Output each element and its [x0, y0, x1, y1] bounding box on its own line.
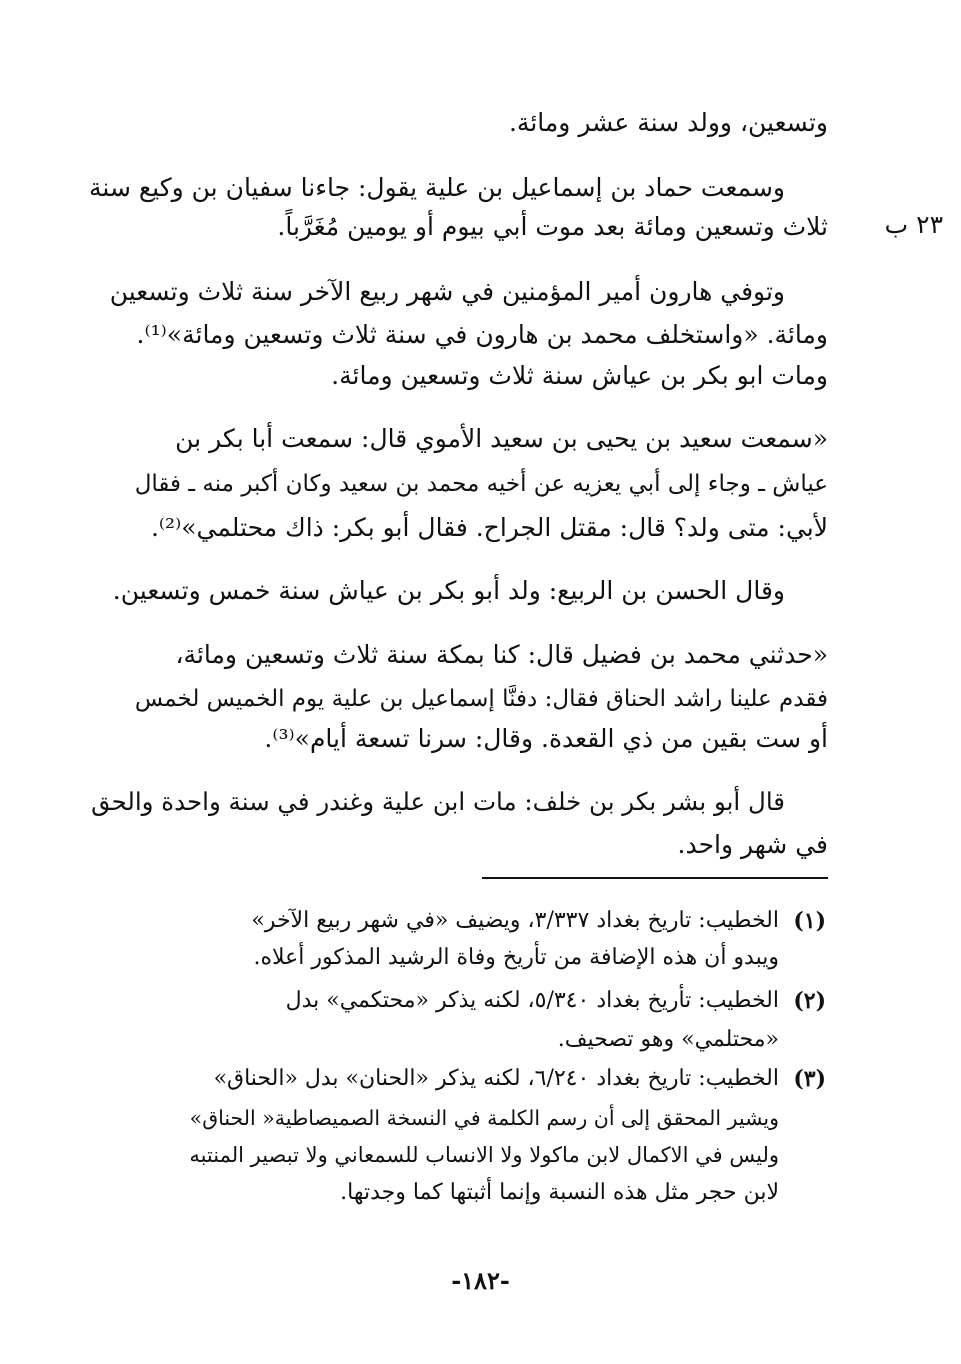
- footnote-line: وليس في الاكمال لابن ماكولا ولا الانساب للسمعاني ولا تبصير المنتبه: [189, 1143, 779, 1167]
- body-line: ومات ابو بكر بن عياش سنة ثلاث وتسعين ومائة.: [331, 361, 828, 390]
- body-line: قال أبو بشر بكر بن خلف: مات ابن علية وغندر في سنة واحدة والحق: [91, 787, 785, 816]
- page-number: -١٨٢-: [451, 1266, 510, 1295]
- body-line: «حدثني محمد بن فضيل قال: كنا بمكة سنة ثلاث وتسعين ومائة،: [175, 640, 828, 669]
- footnote-line: ويشير المحقق إلى أن رسم الكلمة في النسخة الصميصاطية« الحناق»: [189, 1106, 779, 1130]
- body-line: وتوفي هارون أمير المؤمنين في شهر ربيع الآخر سنة ثلاث وتسعين: [109, 277, 785, 306]
- margin-folio-note: ٢٣ ب: [884, 210, 943, 239]
- body-line: في شهر واحد.: [677, 830, 828, 859]
- body-line: وتسعين، وولد سنة عشر ومائة.: [508, 108, 828, 137]
- body-line: أو ست بقين من ذي القعدة. وقال: سرنا تسعة أيام»⁽³⁾.: [264, 724, 828, 753]
- footnote-number: (٢): [793, 988, 826, 1014]
- body-line: فقدم علينا راشد الحناق فقال: دفنَّا إسماعيل بن علية يوم الخميس لخمس: [134, 686, 828, 712]
- body-line: وسمعت حماد بن إسماعيل بن علية يقول: جاءنا سفيان بن وكيع سنة: [89, 173, 785, 202]
- footnote-number: (٣): [793, 1066, 826, 1092]
- body-line: ومائة. «واستخلف محمد بن هارون في سنة ثلاث وتسعين ومائة»⁽¹⁾.: [136, 320, 828, 349]
- body-line: «سمعت سعيد بن يحيى بن سعيد الأموي قال: سمعت أبا بكر بن: [175, 424, 828, 453]
- footnote-line: الخطيب: تاريخ بغداد ٣/٣٣٧، ويضيف «في شهر ربيع الآخر»: [251, 908, 779, 933]
- body-line: ثلاث وتسعين ومائة بعد موت أبي بيوم أو يومين مُغَرَّباً.: [277, 212, 828, 241]
- footnote-line: ويبدو أن هذه الإضافة من تأريخ وفاة الرشيد المذكور أعلاه.: [253, 945, 779, 970]
- footnote-line: لابن حجر مثل هذه النسبة وإنما أثبتها كما وجدتها.: [340, 1180, 779, 1205]
- footnote-line: «محتلمي» وهو تصحيف.: [557, 1027, 779, 1052]
- footnote-line: الخطيب: تاريخ بغداد ٦/٢٤٠، لكنه يذكر «الحنان» بدل «الحناق»: [213, 1066, 779, 1091]
- body-line: عياش ـ وجاء إلى أبي يعزيه عن أخيه محمد بن سعيد وكان أكبر منه ـ فقال: [134, 471, 828, 497]
- body-line: لأبي: متى ولد؟ قال: مقتل الجراح. فقال أبو بكر: ذاك محتلمي»⁽²⁾.: [150, 513, 828, 542]
- footnote-line: الخطيب: تأريخ بغداد ٥/٣٤٠، لكنه يذكر «محتكمي» بدل: [285, 988, 779, 1013]
- body-line: وقال الحسن بن الربيع: ولد أبو بكر بن عياش سنة خمس وتسعين.: [112, 576, 785, 605]
- footnote-number: (١): [793, 908, 826, 934]
- footnote-separator: [482, 877, 828, 879]
